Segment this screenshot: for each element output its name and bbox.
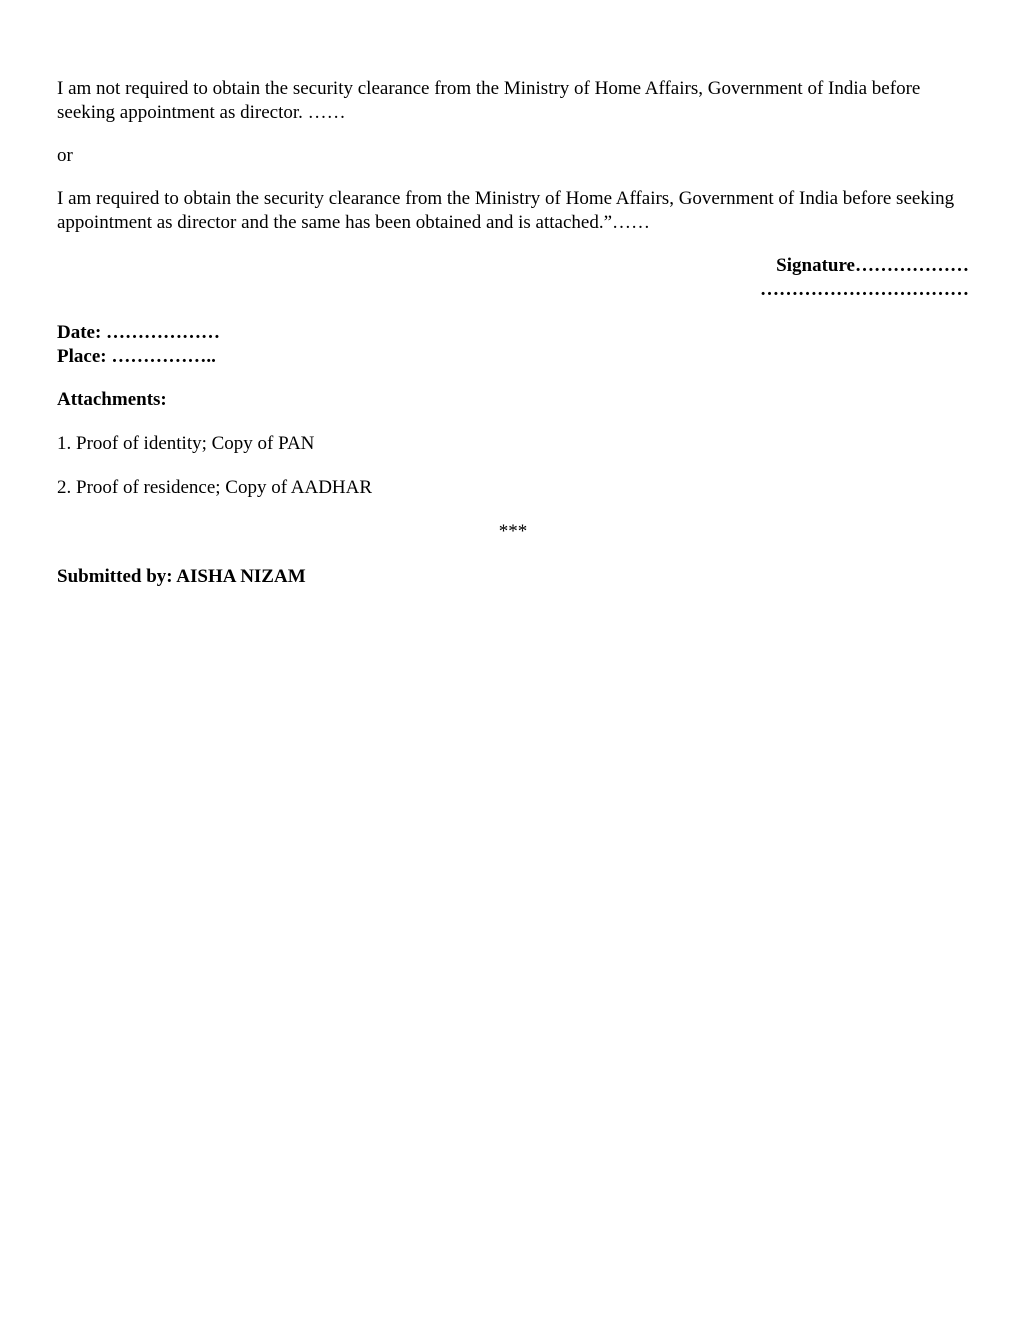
- signature-line: ……………………………: [760, 279, 969, 300]
- attachments-heading: Attachments:: [57, 389, 167, 410]
- signature-label: Signature………………: [776, 255, 969, 276]
- attachment-item-pan: 1. Proof of identity; Copy of PAN: [57, 433, 315, 454]
- date-line: Date: ………………: [57, 322, 221, 343]
- declaration-or: or: [57, 145, 73, 166]
- date-place-block: [57, 321, 969, 369]
- submitted-by: Submitted by: AISHA NIZAM: [57, 566, 306, 587]
- signature-block: [57, 254, 969, 302]
- attachment-item-aadhar: 2. Proof of residence; Copy of AADHAR: [57, 477, 373, 498]
- declaration-not-required: I am not required to obtain the security clearance from the Ministry of Home Affairs, Government of India before seeking appointment as director. ……: [57, 78, 921, 123]
- place-line: Place: ……………..: [57, 346, 216, 367]
- declaration-required: I am required to obtain the security clearance from the Ministry of Home Affairs, Government of India before seeking appointment as director and the same has been obtained and is attached.”……: [57, 188, 955, 233]
- document-page: [57, 77, 969, 589]
- section-separator: ***: [498, 521, 528, 542]
